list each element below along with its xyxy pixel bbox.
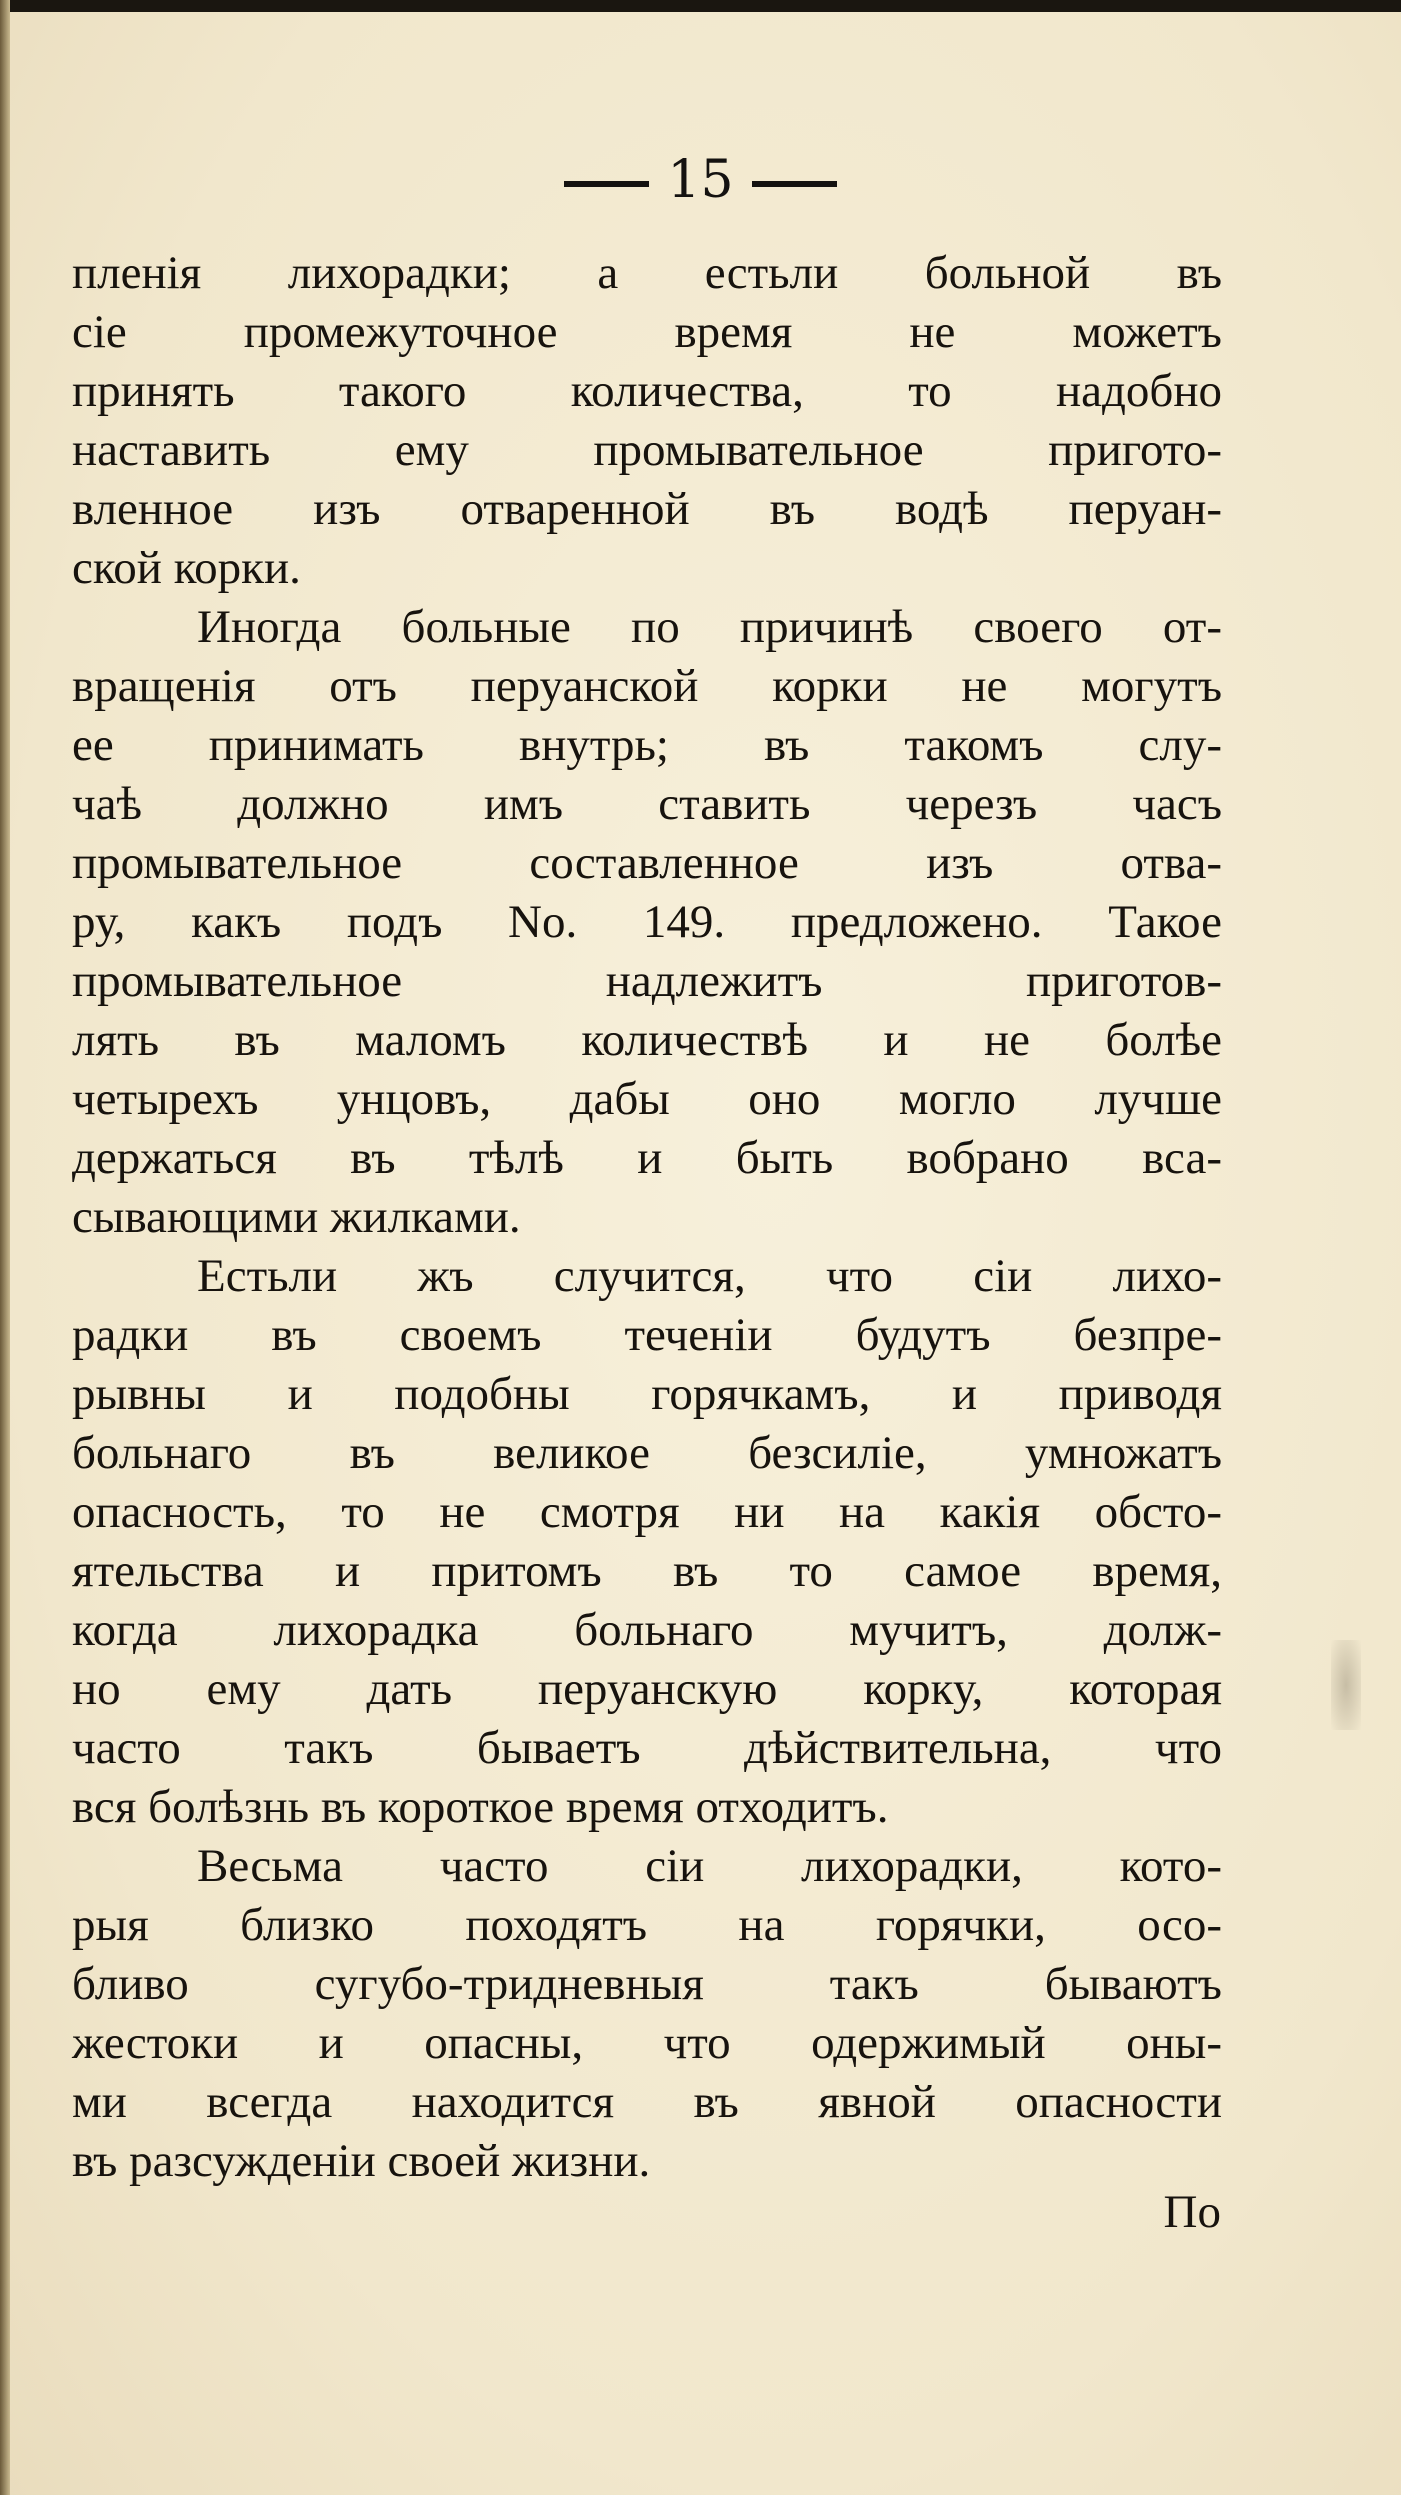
page-binding-edge (0, 0, 10, 2495)
header-dash-left (564, 181, 649, 187)
text-line: сіе промежуточное время не можетъ (72, 306, 1222, 358)
text-line: промывательное надлежитъ приготов- (72, 955, 1222, 1007)
text-line: часто такъ бываетъ дѣйствительна, что (72, 1722, 1222, 1774)
text-line: опасность, то не смотря ни на какія обсто- (72, 1486, 1222, 1538)
body-text (72, 244, 1222, 2191)
text-line: промывательное составленное изъ отва- (72, 837, 1222, 889)
text-line: ми всегда находится въ явной опасности (72, 2076, 1222, 2128)
page-number: 15 (667, 150, 734, 210)
text-line: пленія лихорадки; а естьли больной въ (72, 247, 1222, 299)
text-line: ской корки. (72, 542, 301, 594)
catchword: По (1163, 2186, 1221, 2238)
text-line: ру, какъ подъ No. 149. предложено. Такое (72, 896, 1222, 948)
text-line: Естьли жъ случится, что сіи лихо- (197, 1250, 1222, 1302)
text-line: чаѣ должно имъ ставить черезъ часъ (72, 778, 1222, 830)
page-header (0, 150, 1401, 210)
text-line: радки въ своемъ теченіи будутъ безпре- (72, 1309, 1222, 1361)
text-line: четырехъ унцовъ, дабы оно могло лучше (72, 1073, 1222, 1125)
text-line: наставить ему промывательное пригото- (72, 424, 1222, 476)
text-line: ее принимать внутрь; въ такомъ слу- (72, 719, 1222, 771)
text-line: ятельства и притомъ въ то самое время, (72, 1545, 1222, 1597)
text-line: лять въ маломъ количествѣ и не болѣе (72, 1014, 1222, 1066)
text-line: вся болѣзнь въ короткое время отходитъ. (72, 1781, 889, 1833)
paper-stain (1331, 1640, 1361, 1730)
text-line: когда лихорадка больнаго мучитъ, долж- (72, 1604, 1222, 1656)
text-line: въ разсужденіи своей жизни. (72, 2135, 651, 2187)
text-line: рывны и подобны горячкамъ, и приводя (72, 1368, 1222, 1420)
text-line: вленное изъ отваренной въ водѣ перуан- (72, 483, 1222, 535)
text-line: держаться въ тѣлѣ и быть вобрано вса- (72, 1132, 1222, 1184)
text-line: сывающими жилками. (72, 1191, 521, 1243)
text-line: больнаго въ великое безсиліе, умножатъ (72, 1427, 1222, 1479)
page-top-edge (0, 0, 1401, 12)
text-line: но ему дать перуанскую корку, которая (72, 1663, 1222, 1715)
text-line: Весьма часто сіи лихорадки, кото- (197, 1840, 1222, 1892)
text-line: бливо сугубо-тридневныя такъ бываютъ (72, 1958, 1222, 2010)
text-line: жестоки и опасны, что одержимый оны- (72, 2017, 1222, 2069)
text-line: рыя близко походятъ на горячки, осо- (72, 1899, 1222, 1951)
text-line: вращенія отъ перуанской корки не могутъ (72, 660, 1222, 712)
header-dash-right (752, 181, 837, 187)
text-line: принять такого количества, то надобно (72, 365, 1222, 417)
text-line: Иногда больные по причинѣ своего от- (197, 601, 1222, 653)
